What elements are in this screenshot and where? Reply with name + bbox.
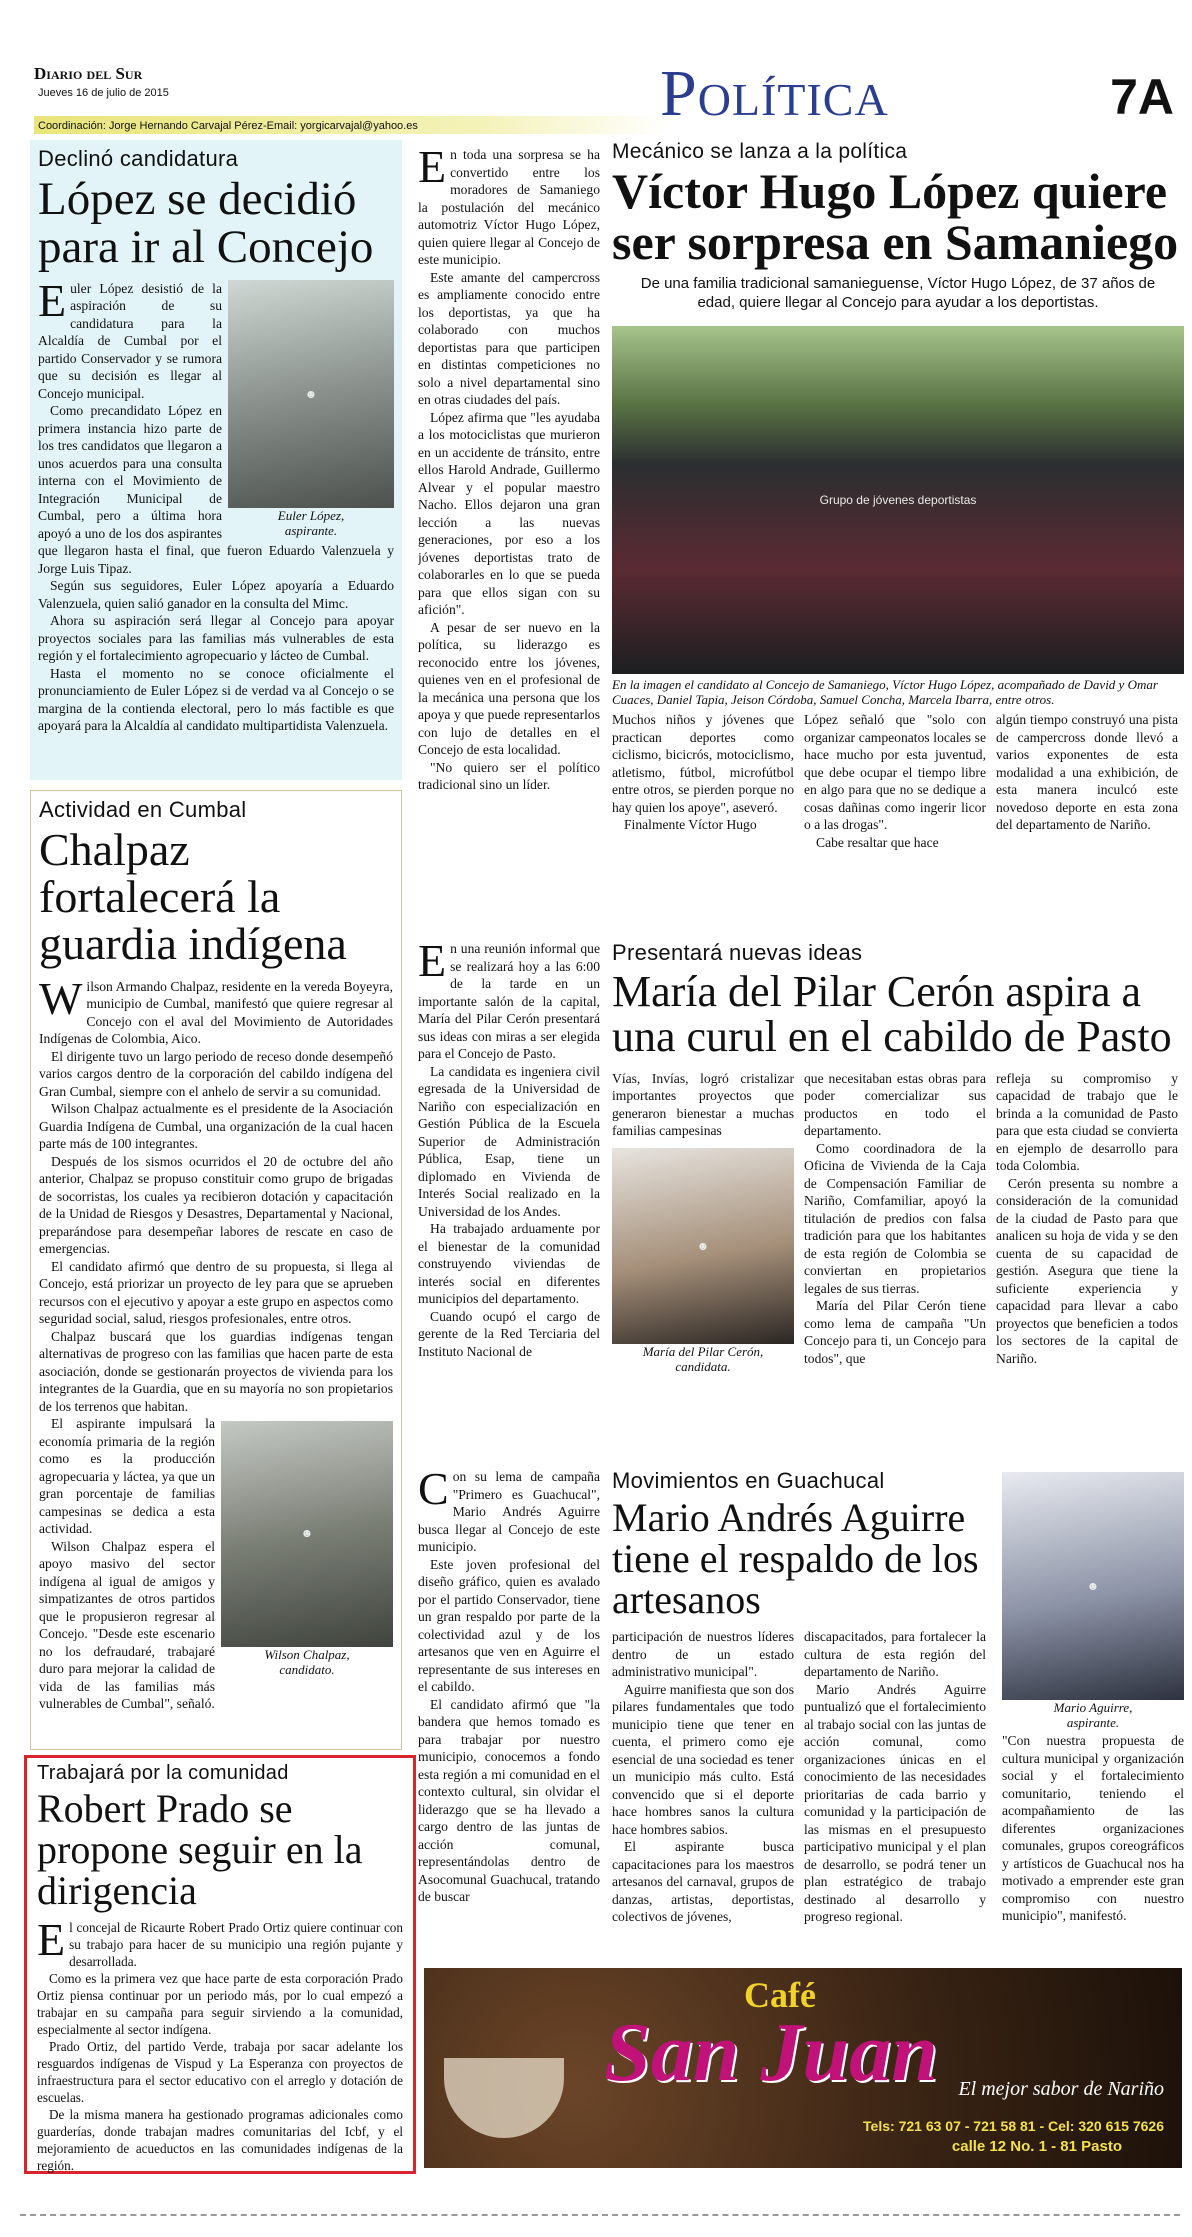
article-body: El concejal de Ricaurte Robert Prado Ortiz quiere continuar con su trabajo para hacer de su municipio una región pujante y desarrollada. Como es la primera vez que hace parte de esta corporación Prado Ortiz piensa continuar por un periodo más, por lo cual empezó a trabajar en su campaña para seguir sirviendo a la comunidad, especialmente al sector indígena. Prado Ortiz, del partido Verde, trabaja por sacar adelante los resguardos indígenas de Vispud y La Esperanza con proyectos de infraestructura para el sector educativo con el arreglo y dotación de escuelas. De la misma manera ha gestionado programas adicionales como guarderías, donde trabajan madres comunitarias del Icbf, y el mejoramiento de acueductos en las comunidades indígenas de la región.	[37, 1914, 403, 2174]
ad-phones: Tels: 721 63 07 - 721 58 81 - Cel: 320 615 7626	[863, 2118, 1164, 2134]
masthead	[34, 57, 1174, 138]
article-euler-lopez	[30, 140, 402, 780]
article-ceron-left: En una reunión informal que se realizará hoy a las 6:00 de la tarde en un importante salón de la capital, María del Pilar Cerón presentará sus ideas con miras a ser elegida para el Concejo de Pasto. La candidata es ingeniera civil egresada de la Universidad de Nariño con especialización en Gestión Pública de la Escuela Superior de Administración Pública, Esap, tiene un diplomado en Vivienda de Interés Social realizado en la Universidad de los Andes. Ha trabajado arduamente por el bienestar de la comunidad construyendo viviendas de interés social en diferentes municipios del departamento. Cuando ocupó el cargo de gerente de la Red Terciaria del Instituto Nacional de	[418, 940, 600, 1359]
article-aguirre-left: Con su lema de campaña "Primero es Guachucal", Mario Andrés Aguirre busca llegar al Concejo de este municipio. Este joven profesional del diseño gráfico, quien es avalado por el partido Conservador, tiene un gran respaldo por parte de la colectividad azul y de los artesanos que ven en Aguirre el representante de sus intereses en el cabildo. El candidato afirmó que "la bandera que hemos tomado es para trabajar por nuestro municipio, conocemos a fondo esta región a mi comunidad en el contexto cultural, sin olvidar el liderazgo que se ha llevado a cargo dentro de las juntas de acción comunal, representándolas dentro de Asocomunal Guachucal, tratando de buscar	[418, 1468, 600, 1904]
portrait-photo: ☻	[221, 1421, 393, 1647]
ad-brand-top: Café	[744, 1975, 816, 2015]
headline: Víctor Hugo López quiere ser sorpresa en Samaniego	[612, 163, 1179, 270]
photo-maria-ceron	[612, 1148, 794, 1374]
photo-caption: Mario Aguirre, aspirante.	[1053, 1700, 1133, 1730]
aguirre-photo-column: ☻ Mario Aguirre, aspirante. "Con nuestra propuesta de cultura municipal y organización social y el fortalecimiento comunitario, teniendo el acompañamiento de las diferentes organizaciones comunales, grupos coreográficos y artísticos de Guachucal nos ha motivado a emprender este gran compromiso con nuestro municipio", manifestó.	[1002, 1472, 1184, 1952]
coordination-text: Coordinación: Jorge Hernando Carvajal Pérez-Email: yorgicarvajal@yahoo.es	[38, 120, 418, 132]
page-bottom-rule	[20, 2214, 1180, 2216]
headline: Mario Andrés Aguirre tiene el respaldo de los artesanos	[612, 1495, 979, 1622]
group-photo: Grupo de jóvenes deportistas	[612, 326, 1184, 674]
article-columns: Muchos niños y jóvenes que practican deportes como ciclismo, bicicrós, motociclismo, atletismo, fútbol, microfútbol entre otros, se pierden porque no hay quien los apoye", aseveró. Finalmente Víctor Hugo López señaló que "solo con organizar campeonatos locales se hace mucho por esta juventud, que debe ocupar el tiempo libre en algo para que no se dedique a cosas dañinas como ingerir licor o a las drogas". Cabe resaltar que hace algún tiempo construyó una pista de campercross donde llevó a varios exponentes de esta modalidad a una exhibición, de esta manera inculcó este novedoso deporte en esta zona del departamento de Nariño.	[612, 712, 1178, 850]
ad-cafe-san-juan	[424, 1968, 1182, 2168]
kicker: Actividad en Cumbal	[39, 797, 247, 822]
ad-brand-main: San Juan	[604, 2006, 938, 2099]
coordination-bar	[34, 116, 670, 134]
photo-euler-lopez	[228, 280, 394, 538]
article-columns: participación de nuestros líderes dentro de un estado administrativo municipal". Aguirre manifiesta que son dos pilares fundamentales que todo municipio tiene que tener en cuenta, el primero como eje esencial de una sociedad es tener un municipio más culto. Está convencido que si el deporte hace hombres sanos la cultura hace hombres sabios. El aspirante busca capacitaciones para los maestros artesanos del carnaval, grupos de danzas, artistas, deportistas, colectivos de jóvenes, discapacitados, para fortalecer la cultura de esta región del departamento de Nariño. Mario Andrés Aguirre puntualizó que el fortalecimiento al trabajo social con las juntas de acción comunal, como organizaciones únicas en el conocimiento de las necesidades prioritarias de cada barrio y comunidad y la participación de las mismas en el presupuesto participativo municipal y el plan de desarrollo, se podrá tener un plan estratégico de trabajo destinado al desarrollo y progreso regional.	[612, 1629, 986, 1925]
article-victor-hugo-lopez	[612, 140, 1184, 980]
coffee-cup-icon	[444, 2058, 564, 2138]
ad-slogan: El mejor sabor de Nariño	[958, 2078, 1164, 2100]
photo-caption: En la imagen el candidato al Concejo de Samaniego, Víctor Hugo López, acompañado de David y Omar Cuaces, Daniel Tapia, Jeison Córdoba, Samuel Concha, Marcela Ibarra, entre otros.	[612, 677, 1158, 707]
photo-wilson-chalpaz	[221, 1421, 393, 1677]
portrait-photo: ☻	[612, 1148, 794, 1344]
kicker: Presentará nuevas ideas	[612, 940, 863, 965]
page-number: 7A	[1110, 69, 1174, 125]
paper-name: Diario del Sur	[34, 64, 143, 83]
kicker: Declinó candidatura	[38, 146, 239, 171]
kicker: Movimientos en Guachucal	[612, 1468, 885, 1493]
headline: Chalpaz fortalecerá la guardia indígena	[39, 824, 347, 969]
portrait-photo: ☻	[228, 280, 394, 508]
article-chalpaz	[30, 790, 402, 1750]
section-title: Política	[660, 57, 889, 130]
issue-date: Jueves 16 de julio de 2015	[38, 87, 169, 99]
article-columns: Vías, Invías, logró cristalizar importantes proyectos que generaron bienestar a muchas familias campesinas ☻ María del Pilar Cerón, candidata. que necesitaban estas obras para poder comercializar sus productos en todo el departamento. Como coordinadora de la Oficina de Vivienda de la Caja de Compensación Familiar de Nariño, Comfamiliar, apoyó la titulación de predios con falsa tradición para que los habitantes de esta región de Colombia se conviertan en propietarios legales de sus tierras. María del Pilar Cerón tiene como lema de campaña "Un Concejo para ti, un Concejo para todos", que refleja su compromiso y capacidad de trabajo que le brinda a la comunidad de Pasto para que esta ciudad se convierta en ejemplo de desarrollo para toda Colombia. Cerón presenta su nombre a consideración de la comunidad de la ciudad de Pasto para que analicen su hoja de vida y se den cuenta de su capacidad de gestión. Asegura que tiene la suficiente experiencia y capacidad para llevar a cabo proyectos que beneficien a todos los sectores de la capital de Nariño.	[612, 1070, 1178, 1374]
photo-caption: María del Pilar Cerón, candidata.	[642, 1343, 764, 1374]
headline: López se decidió para ir al Concejo	[38, 173, 374, 273]
article-body: Euler López desistió de la aspiración de su candidatura para la Alcaldía de Cumbal por el partido Conservador y se rumora que su decisión es llegar al Concejo municipal. Como precandidato López en primera instancia hizo parte de los tres candidatos que llegaron a unos acuerdos para una consulta interna con el Movimiento de Integración Municipal de Cumbal, pero a última hora apoyó a uno de los dos aspirantes que llegaron hasta el final, que fueron Eduardo Valenzuela y Jorge Luis Tipaz. Según sus seguidores, Euler López apoyaría a Eduardo Valenzuela, quien salió ganador en la consulta del Mimc. Ahora su aspiración será llegar al Concejo para apoyar proyectos sociales para las familias más vulnerables de esta región y el fortalecimiento agropecuario y lácteo de Cumbal. Hasta el momento no se conoce oficialmente el pronunciamiento de Euler López si de verdad va al Concejo o se margina de la contienda electoral, pero lo más factible es que apoyará para la Alcaldía al candidato multipartidista Valenzuela.	[38, 274, 394, 734]
kicker: Mecánico se lanza a la política	[612, 140, 908, 163]
article-victor-hugo-column: En toda una sorpresa se ha convertido entre los moradores de Samaniego la postulación del mecánico automotriz Víctor Hugo López, quien quiere llegar al Concejo de este municipio. Este amante del campercross es ampliamente conocido entre los deportistas, ya que ha colaborado con muchos deportistas para que participen en distintas competiciones no solo a nivel departamental sino en otras ciudades del país. López afirma que "les ayudaba a los motociclistas que murieron en un accidente de tránsito, entre ellos Harold Andrade, Guillermo Alvear y el popular maestro Nacho. Ellos dejaron una gran lección a las nuevas generaciones, por eso a los jóvenes deportistas trato de colaborarles en lo que se pueda para que ellos sigan con su afición". A pesar de ser nuevo en la política, su liderazgo es reconocido entre los jóvenes, quienes ven en el profesional de la mecánica una persona que los apoya y que puede representarlos con lujo de detalles en el Concejo de esta localidad. "No quiero ser el político tradicional sino un líder.	[418, 146, 600, 792]
portrait-photo: ☻	[1002, 1472, 1184, 1700]
article-maria-del-pilar-ceron	[612, 940, 1184, 1460]
kicker: Trabajará por la comunidad	[37, 1762, 289, 1784]
photo-caption: Wilson Chalpaz, candidato.	[264, 1647, 350, 1678]
headline: María del Pilar Cerón aspira a una curul en el cabildo de Pasto	[612, 967, 1172, 1061]
ad-address: calle 12 No. 1 - 81 Pasto	[951, 2138, 1122, 2155]
photo-caption: Euler López, aspirante.	[277, 507, 345, 538]
headline: Robert Prado se propone seguir en la dirigencia	[37, 1786, 363, 1913]
lead: De una familia tradicional samanieguense, Víctor Hugo López, de 37 años de edad, quiere llegar al Concejo para ayudar a los deportistas.	[640, 275, 1156, 311]
article-body: Wilson Armando Chalpaz, residente en la vereda Boyeyra, municipio de Cumbal, manifestó que quiere regresar al Concejo con el aval del Movimiento de Autoridades Indígenas de Colombia, Aico. El dirigente tuvo un largo periodo de receso donde desempeñó varios cargos dentro de la corporación del cabildo indígena del Gran Cumbal, siempre con el anhelo de servir a su comunidad. Wilson Chalpaz actualmente es el presidente de la Asociación Guardia Indígena de Cumbal, una organización de la cual hacen parte más de 100 integrantes. Después de los sismos ocurridos el 20 de octubre del año anterior, Chalpaz se propuso constituir como grupo de brigadas de socorristas, los cuales ya recibieron dotación y capacitación de la Unidad de Riesgos y Desastres, Departamental y Nacional, preparándose para desempeñar labores de rescate en caso de emergencias. El candidato afirmó que dentro de su propuesta, si llega al Concejo, está priorizar un proyecto de ley para que se aprueben recursos con el ejecutivo y apoyar a este grupo en aspectos como seguridad social, salud, riesgos profesionales, entre otros. Chalpaz buscará que los guardias indígenas tengan alternativas de progreso con las familias que hacen parte de esta asociación, donde se gestionarán proyectos de vivienda para los integrantes de la Guardia, que en su mayoría no son propietarios de los terrenos que habitan. ☻ Wilson Chalpaz, candidato. El aspirante impulsará la economía primaria de la región como es la producción agropecuaria y láctea, ya que un gran porcentaje de familias campesinas se dedica a esta actividad. Wilson Chalpaz espera el apoyo masivo del sector indígena al igual de amigos y simpatizantes de otros partidos que le propusieron regresar al Concejo. "Desde este escenario no los defraudaré, trabajaré duro para mejorar la calidad de vida de las familias más vulnerables de Cumbal", señaló.	[39, 972, 393, 1712]
article-robert-prado	[24, 1755, 416, 2174]
